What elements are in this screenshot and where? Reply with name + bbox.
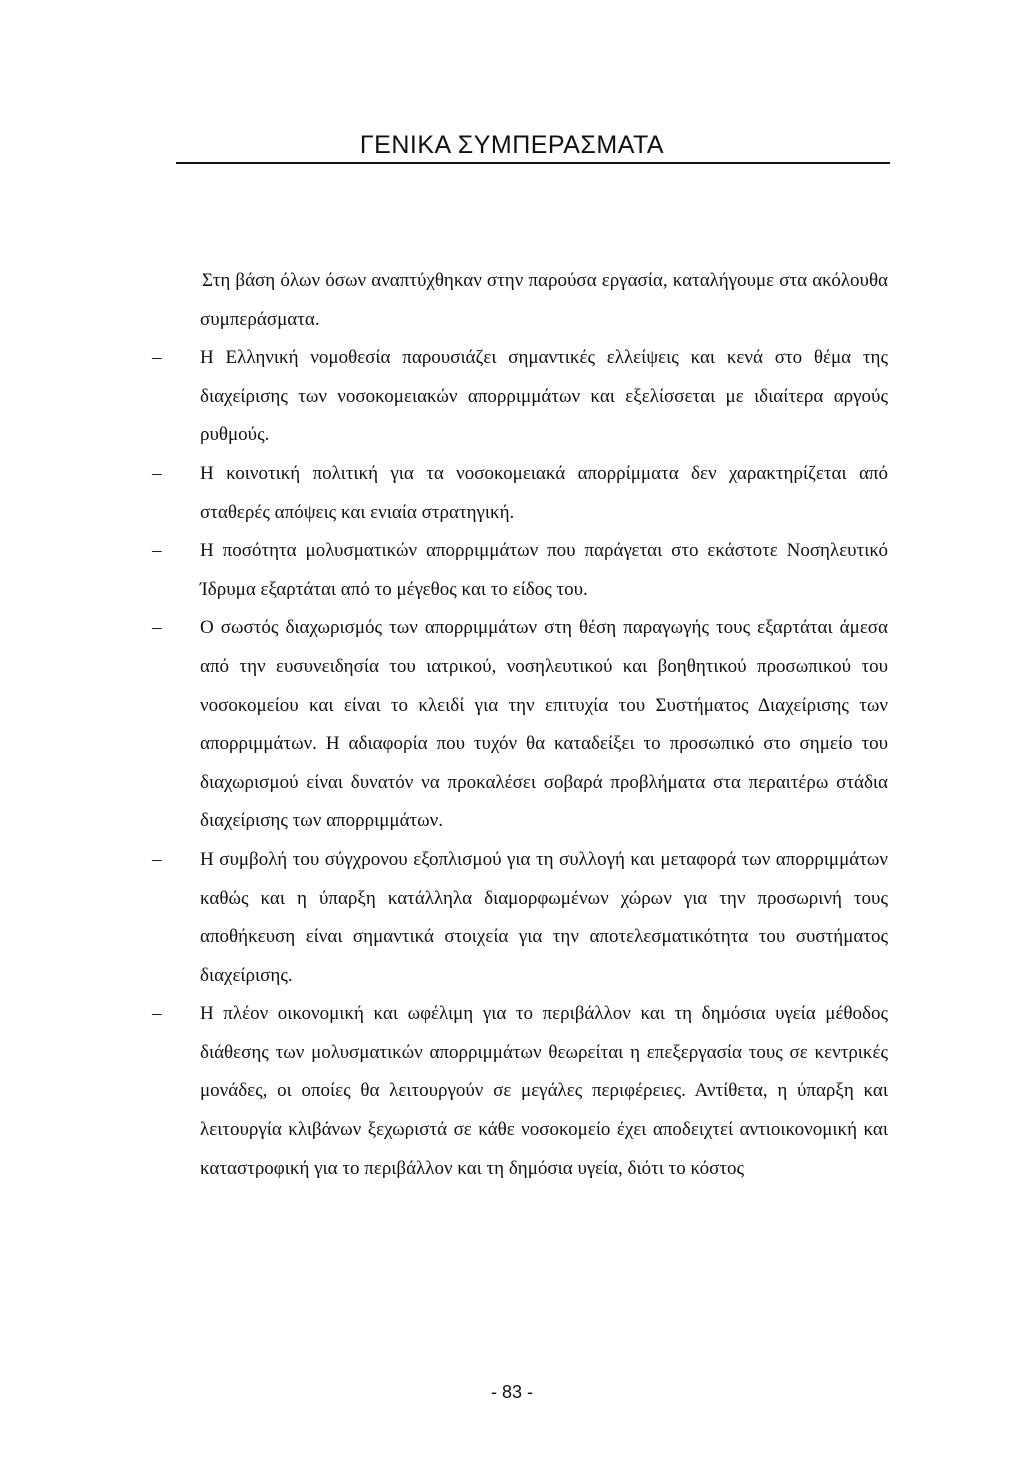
conclusions-list [152, 339, 888, 1188]
list-item-text: Η ποσότητα μολυσματικών απορριμμάτων που παράγεται στο εκάστοτε Νοσηλευτικό Ίδρυμα εξαρτάται από το μέγεθος και το είδος του. [200, 540, 888, 600]
body-text [152, 262, 888, 1188]
list-item [152, 532, 888, 609]
list-item [152, 339, 888, 455]
page-title: ΓΕΝΙΚΑ ΣΥΜΠΕΡΑΣΜΑΤΑ [359, 131, 665, 159]
list-item [152, 455, 888, 532]
list-item-text: Η κοινοτική πολιτική για τα νοσοκομειακά απορρίμματα δεν χαρακτηρίζεται από σταθερές απόψεις και ενιαία στρατηγική. [200, 462, 888, 523]
bullet-dash: – [152, 1003, 162, 1025]
list-item [152, 841, 888, 995]
list-item-text: Ο σωστός διαχωρισμός των απορριμμάτων στη θέση παραγωγής τους εξαρτάται άμεσα από την ευσυνειδησία του ιατρικού, νοσηλευτικού και βοηθητικού προσωπικού του νοσοκομείου και είναι το κλειδί για την επιτυχία του Συστήματος Διαχείρισης των απορριμμάτων. Η αδιαφορία που τυχόν θα καταδείξει το προσωπικό στο σημείο του διαχωρισμού είναι δυνατόν να προκαλέσει σοβαρά προβλήματα στα περαιτέρω στάδια διαχείρισης των απορριμμάτων. [200, 617, 888, 832]
list-item [152, 995, 888, 1188]
bullet-dash: – [152, 347, 162, 369]
bullet-dash: – [152, 540, 162, 562]
list-item-text: Η Ελληνική νομοθεσία παρουσιάζει σημαντικές ελλείψεις και κενά στο θέμα της διαχείρισης των νοσοκομειακών απορριμμάτων και εξελίσσεται με ιδιαίτερα αργούς ρυθμούς. [200, 347, 888, 446]
bullet-dash: – [152, 462, 162, 484]
list-item-text: Η συμβολή του σύγχρονου εξοπλισμού για τη συλλογή και μεταφορά των απορριμμάτων καθώς και η ύπαρξη κατάλληλα διαμορφωμένων χώρων για την προσωρινή τους αποθήκευση είναι σημαντικά στοιχεία για την αποτελεσματικότητα του συστήματος διαχείρισης. [200, 848, 888, 986]
page-number: - 83 - [490, 1382, 533, 1402]
list-item-text: Η πλέον οικονομική και ωφέλιμη για το περιβάλλον και τη δημόσια υγεία μέθοδος διάθεσης των μολυσματικών απορριμμάτων θεωρείται η επεξεργασία τους σε κεντρικές μονάδες, οι οποίες θα λειτουργούν σε μεγάλες περιφέρειες. Αντίθετα, η ύπαρξη και λειτουργία κλιβάνων ξεχωριστά σε κάθε νοσοκομείο έχει αποδειχτεί αντιοικονομική και καταστροφική για το περιβάλλον και τη δημόσια υγεία, διότι το κόστος [200, 1003, 888, 1179]
title-underline [176, 162, 890, 164]
bullet-dash: – [152, 617, 162, 639]
bullet-dash: – [152, 848, 162, 870]
intro-paragraph: Στη βάση όλων όσων αναπτύχθηκαν στην παρούσα εργασία, καταλήγουμε στα ακόλουθα συμπεράσματα. [200, 270, 888, 330]
list-item [152, 609, 888, 841]
